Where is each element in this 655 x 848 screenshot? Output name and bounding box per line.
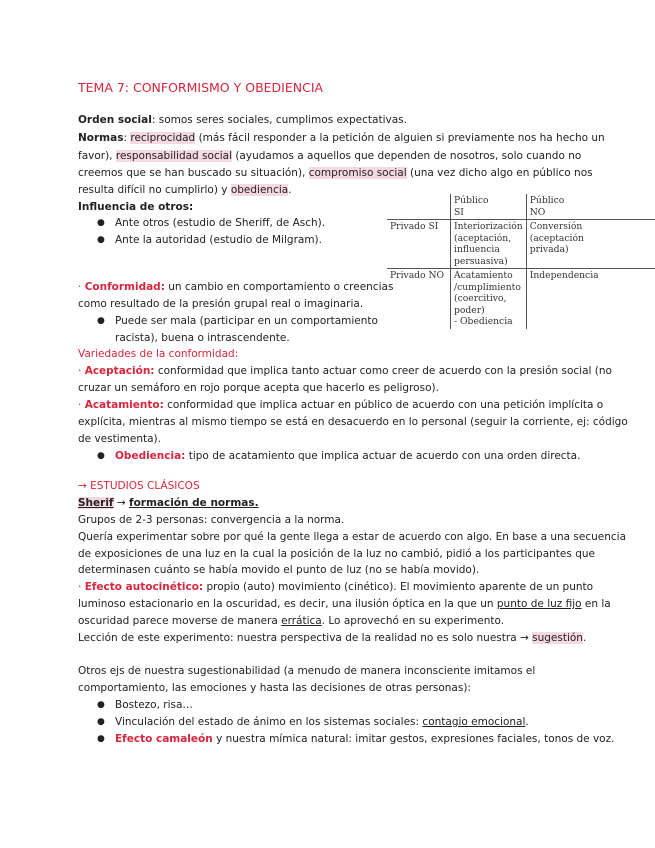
table-row-label: Privado NO [387, 269, 451, 329]
table-cell: Interiorización (aceptación, influencia persuasiva) [451, 220, 527, 269]
bullet-icon: ● [97, 235, 105, 245]
normas-text: (una vez dicho algo en público nos [406, 167, 593, 179]
aceptacion-label: Aceptación: [84, 365, 155, 377]
normas-text: . [288, 184, 292, 196]
obediencia-label: Obediencia: [115, 450, 186, 462]
conformidad-text: un cambio en comportamiento o creencias [164, 281, 394, 293]
sherif-para-3: determinasen cuánto se había movido el punto de luz (no se había movido). [78, 564, 480, 576]
estudios-title: → ESTUDIOS CLÁSICOS [78, 480, 200, 492]
term-obediencia: obediencia [230, 184, 289, 196]
normas-text: resulta difícil no cumplirlo) y [78, 184, 231, 196]
leccion-line [78, 631, 586, 645]
table-cell: Conversión (aceptación privada) [526, 220, 655, 269]
normas-line-2 [78, 149, 581, 163]
otros-bullet-3 [115, 732, 614, 746]
normas-line-3 [78, 166, 593, 180]
arrow-text: → [113, 497, 129, 509]
term-responsabilidad-social: responsabilidad social [115, 150, 232, 162]
sherif-label: Sherif [78, 497, 114, 509]
term-sugestion: sugestión [532, 632, 583, 644]
sherif-line [78, 496, 259, 510]
otros-text: Vinculación del estado de ánimo en los sistemas sociales: [115, 716, 423, 728]
leccion-text: Lección de este experimento: nuestra perspectiva de la realidad no es solo nuestra → [78, 632, 533, 644]
conformidad-label: Conformidad: [84, 281, 165, 293]
efecto-text: luminoso estacionario en la oscuridad, es decir, una ilusión óptica en la que un [78, 598, 497, 610]
table-header-cell [387, 194, 451, 220]
grupos-line: Grupos de 2-3 personas: convergencia a la norma. [78, 514, 345, 526]
normas-line-1 [78, 131, 605, 145]
normas-label: Normas [78, 132, 124, 144]
dot-prefix: · [78, 365, 85, 377]
conformidad-bullet-1: Puede ser mala (participar en un comportamiento [115, 315, 378, 327]
contagio-emocional: contagio emocional [422, 716, 526, 728]
normas-text: favor), [78, 150, 116, 162]
conformidad-prefix: · [78, 281, 85, 293]
efecto-text: . Lo aprovechó en su experimento. [321, 615, 505, 627]
efecto-line-1 [78, 580, 593, 594]
term-compromiso-social: compromiso social [308, 167, 407, 179]
acatamiento-line-3: de vestimenta). [78, 433, 161, 445]
normas-line-4 [78, 183, 292, 197]
aceptacion-text: conformidad que implica tanto actuar como creer de acuerdo con la presión social (no [154, 365, 612, 377]
leccion-end: . [582, 632, 587, 644]
obediencia-text: tipo de acatamiento que implica actuar de acuerdo con una orden directa. [185, 450, 581, 462]
efecto-camaleon-label: Efecto camaleón [115, 733, 213, 745]
sherif-para-1: Quería experimentar sobre por qué la gente llega a estar de acuerdo con algo. En base a una secuencia [78, 531, 627, 543]
acatamiento-line-1 [78, 398, 603, 412]
dot-prefix: · [78, 581, 85, 593]
bullet-icon: ● [97, 700, 105, 710]
normas-text: (más fácil responder a la petición de alguien si previamente nos ha hecho un [195, 132, 605, 144]
dot-prefix: · [78, 399, 85, 411]
efecto-line-2 [78, 597, 611, 611]
term-reciprocidad: reciprocidad [130, 132, 196, 144]
aceptacion-line-1 [78, 364, 612, 378]
table-header-cell: Público SI [451, 194, 527, 220]
formacion-normas: formación de normas. [129, 497, 259, 509]
erratica: errática [281, 615, 322, 627]
conformidad-line-1 [78, 280, 393, 294]
sherif-para-2: de exposiciones de una luz en la cual la posición de la luz no cambió, pidió a los participantes que [78, 548, 595, 560]
otros-text: . [525, 716, 529, 728]
acatamiento-line-2: explícita, mientras al mismo tiempo se está en desacuerdo en lo personal (seguir la corriente, ej: código [78, 416, 628, 428]
influencia-title: Influencia de otros: [78, 201, 194, 213]
acatamiento-text: conformidad que implica actuar en público de acuerdo con una petición implícita o [163, 399, 604, 411]
otros-bullet-2 [115, 715, 529, 729]
otros-line-1: Otros ejs de nuestra sugestionabilidad (a menudo de manera inconsciente imitamos el [78, 665, 536, 677]
bullet-icon: ● [97, 717, 105, 727]
otros-text: y nuestra mímica natural: imitar gestos, expresiones faciales, tonos de voz. [212, 733, 615, 745]
table-cell: Independencia [526, 269, 655, 329]
table-cell: Acatamiento /cumplimiento (coercitivo, poder) - Obediencia [451, 269, 527, 329]
otros-line-2: comportamiento, las emociones y hasta las decisiones de otras personas): [78, 682, 471, 694]
conformidad-line-2: como resultado de la presión grupal real o imaginaria. [78, 298, 364, 310]
obediencia-line [115, 449, 580, 463]
acatamiento-label: Acatamiento: [84, 399, 164, 411]
table-header-cell: Público NO [526, 194, 655, 220]
influencia-item: Ante otros (estudio de Sheriff, de Asch). [115, 217, 326, 229]
influencia-item: Ante la autoridad (estudio de Milgram). [115, 234, 322, 246]
bullet-icon: ● [97, 734, 105, 744]
normas-sep: : [123, 132, 131, 144]
efecto-autocinetico-label: Efecto autocinético: [84, 581, 204, 593]
orden-social-line [78, 113, 407, 127]
bullet-icon: ● [97, 316, 105, 326]
table-row [387, 220, 655, 269]
bullet-icon: ● [97, 451, 105, 461]
punto-luz-fijo: punto de luz fijo [496, 598, 582, 610]
otros-bullet-1: Bostezo, risa… [115, 699, 193, 711]
normas-text: creemos que se han buscado su situación), [78, 167, 309, 179]
page-title: TEMA 7: CONFORMISMO Y OBEDIENCIA [78, 80, 324, 95]
efecto-text: propio (auto) movimiento (cinético). El movimiento aparente de un punto [203, 581, 594, 593]
variedades-title: Variedades de la conformidad: [78, 348, 239, 360]
efecto-text: en la [581, 598, 611, 610]
orden-social-text: : somos seres sociales, cumplimos expectativas. [151, 114, 407, 126]
bullet-icon: ● [97, 218, 105, 228]
orden-social-label: Orden social [78, 114, 152, 126]
table-row [387, 269, 655, 329]
table-row-label: Privado SI [387, 220, 451, 269]
conformity-table [387, 194, 655, 329]
efecto-text: oscuridad parece moverse de manera [78, 615, 282, 627]
efecto-line-3 [78, 614, 504, 628]
aceptacion-line-2: cruzar un semáforo en rojo porque acepta que hacerlo es peligroso). [78, 382, 439, 394]
conformidad-bullet-2: racista), buena o intrascendente. [115, 332, 290, 344]
normas-text: (ayudamos a aquellos que dependen de nosotros, solo cuando no [231, 150, 582, 162]
table-header-row [387, 194, 655, 220]
